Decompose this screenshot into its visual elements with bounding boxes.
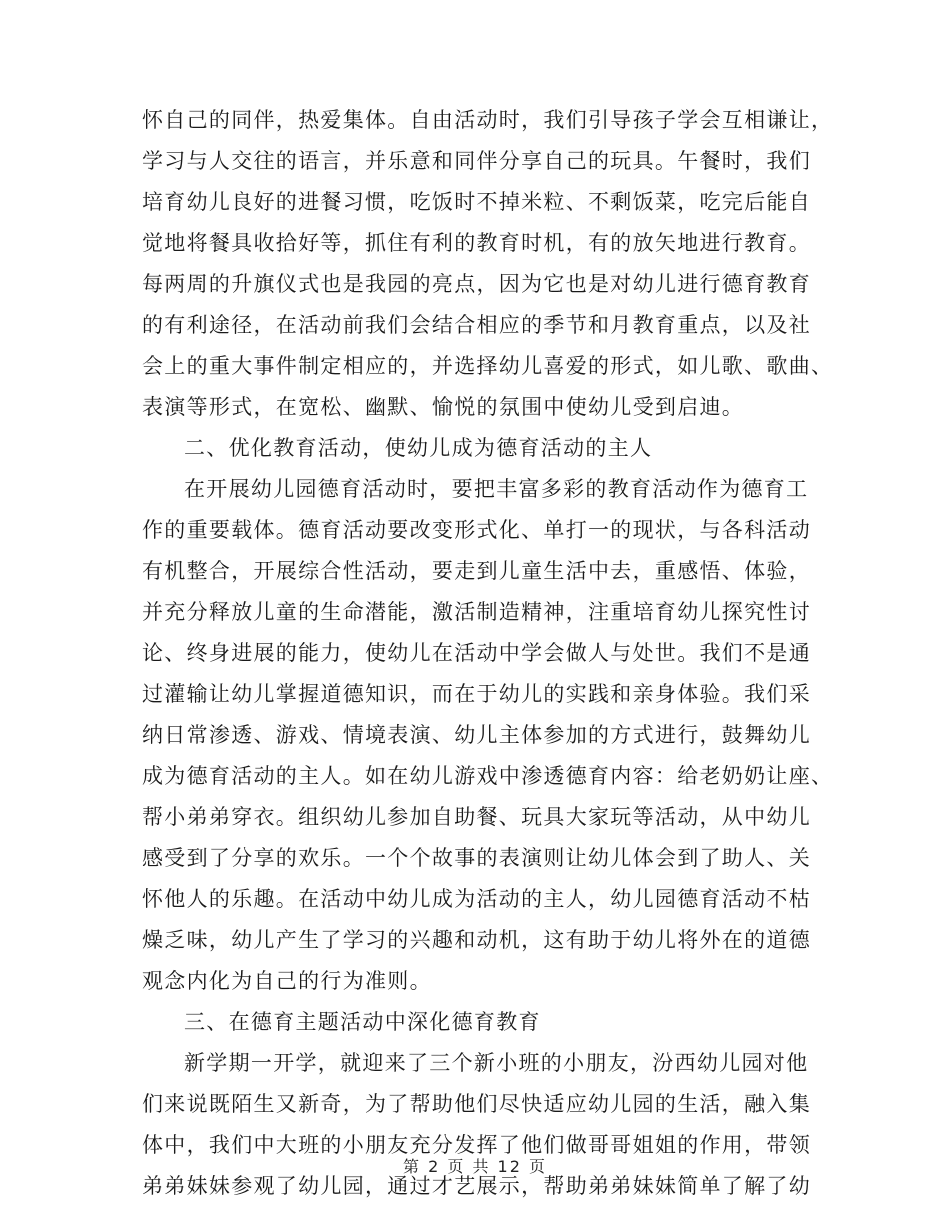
text-line: 帮小弟弟穿衣。组织幼儿参加自助餐、玩具大家玩等活动，从中幼儿 [142,805,811,829]
text-line: 培育幼儿良好的进餐习惯，吃饭时不掉米粒、不剩饭菜，吃完后能自 [142,190,811,214]
text-line: 觉地将餐具收拾好等，抓住有利的教育时机，有的放矢地进行教育。 [142,231,811,255]
text-line: 怀他人的乐趣。在活动中幼儿成为活动的主人，幼儿园德育活动不枯 [142,887,811,911]
text-line: 观念内化为自己的行为准则。 [142,969,432,993]
text-line: 过灌输让幼儿掌握道德知识，而在于幼儿的实践和亲身体验。我们采 [142,682,811,706]
text-line: 在开展幼儿园德育活动时，要把丰富多彩的教育活动作为德育工 [184,477,809,501]
text-line: 二、优化教育活动，使幼儿成为德育活动的主人 [184,436,653,460]
text-line: 作的重要载体。德育活动要改变形式化、单打一的现状，与各科活动 [142,518,811,542]
text-line: 学习与人交往的语言，并乐意和同伴分享自己的玩具。午餐时，我们 [142,149,811,173]
text-line: 并充分释放儿童的生命潜能，激活制造精神，注重培育幼儿探究性讨 [142,600,811,624]
text-line: 燥乏味，幼儿产生了学习的兴趣和动机，这有助于幼儿将外在的道德 [142,928,811,952]
text-line: 体中，我们中大班的小朋友充分发挥了他们做哥哥姐姐的作用，带领 [142,1133,811,1157]
text-line: 每两周的升旗仪式也是我园的亮点，因为它也是对幼儿进行德育教育 [142,272,811,296]
body-text [142,100,834,1207]
text-line: 成为德育活动的主人。如在幼儿游戏中渗透德育内容：给老奶奶让座、 [142,764,834,788]
text-line: 表演等形式，在宽松、幽默、愉悦的氛围中使幼儿受到启迪。 [142,395,745,419]
text-line: 纳日常渗透、游戏、情境表演、幼儿主体参加的方式进行，鼓舞幼儿 [142,723,811,747]
text-line: 新学期一开学，就迎来了三个新小班的小朋友，汾西幼儿园对他 [184,1051,809,1075]
text-line: 的有利途径，在活动前我们会结合相应的季节和月教育重点，以及社 [142,313,811,337]
text-line: 感受到了分享的欢乐。一个个故事的表演则让幼儿体会到了助人、关 [142,846,811,870]
text-line: 们来说既陌生又新奇，为了帮助他们尽快适应幼儿园的生活，融入集 [142,1092,811,1116]
page-footer: 第 2 页 共 12 页 [403,1157,547,1176]
text-line: 三、在德育主题活动中深化德育教育 [184,1010,541,1034]
text-line: 会上的重大事件制定相应的，并选择幼儿喜爱的形式，如儿歌、歌曲、 [142,354,834,378]
text-line: 弟弟妹妹参观了幼儿园，通过才艺展示，帮助弟弟妹妹简单了解了幼 [142,1174,811,1198]
text-line: 有机整合，开展综合性活动，要走到儿童生活中去，重感悟、体验， [142,559,811,583]
text-line: 怀自己的同伴，热爱集体。自由活动时，我们引导孩子学会互相谦让， [142,108,834,132]
text-line: 论、终身进展的能力，使幼儿在活动中学会做人与处世。我们不是通 [142,641,811,665]
